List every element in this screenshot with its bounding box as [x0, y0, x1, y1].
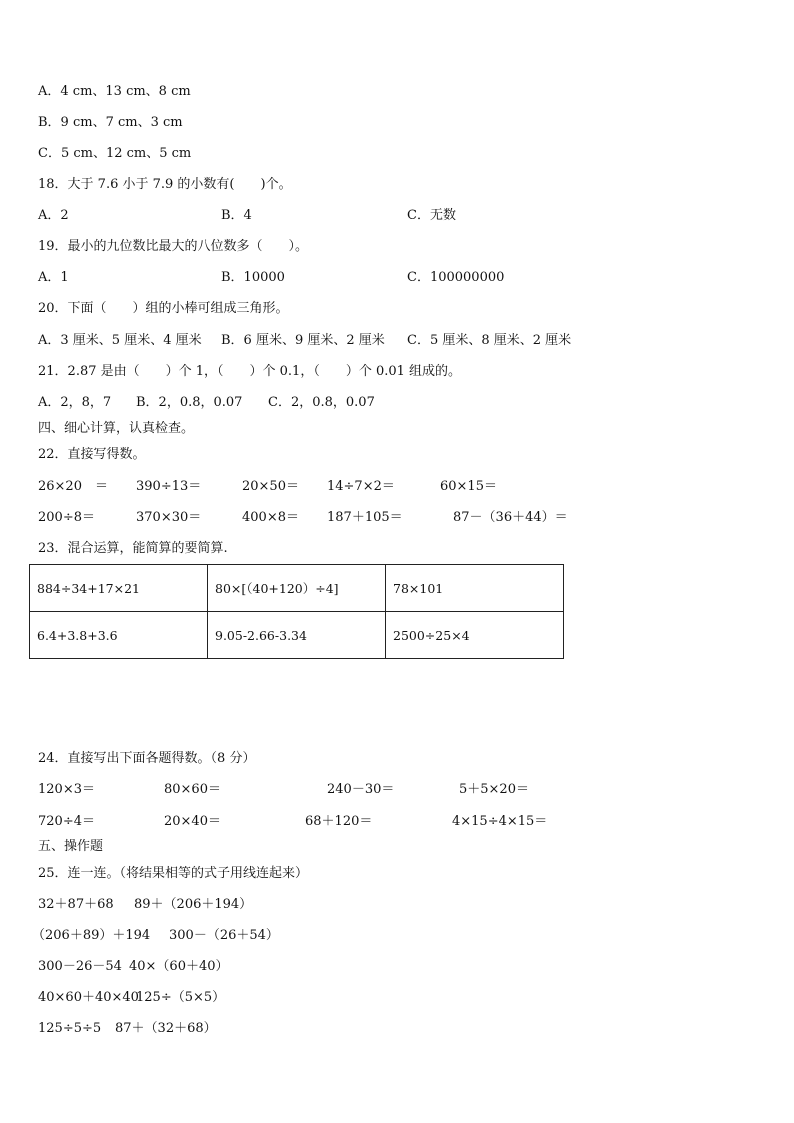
q25-right-expression: 89＋（206＋194） — [134, 897, 253, 912]
q22-item: 187＋105＝ — [327, 510, 403, 525]
q24-item: 240－30＝ — [327, 782, 395, 797]
q21-stem: 21．2.87 是由（ ）个 1，（ ）个 0.1，（ ）个 0.01 组成的。 — [38, 364, 462, 379]
q24-item: 80×60＝ — [164, 782, 221, 797]
q20-option-c: C．5 厘米、8 厘米、2 厘米 — [407, 333, 572, 348]
table-cell: 884÷34+17×21 — [30, 565, 208, 612]
q18-option-c: C．无数 — [407, 208, 456, 223]
q25-left-expression: 300－26－54 — [38, 959, 122, 974]
q24-stem: 24．直接写出下面各题得数。（8 分） — [38, 751, 256, 766]
table-cell: 6.4+3.8+3.6 — [30, 612, 208, 659]
q24-item: 120×3＝ — [38, 782, 95, 797]
q19-stem: 19．最小的九位数比最大的八位数多（ ）。 — [38, 239, 309, 254]
q25-left-expression: 40×60＋40×40 — [38, 990, 139, 1005]
q24-item: 4×15÷4×15＝ — [452, 814, 548, 829]
table-row — [30, 565, 564, 612]
table-cell: 9.05-2.66-3.34 — [208, 612, 386, 659]
q19-option-c: C．100000000 — [407, 270, 505, 285]
q22-item: 200÷8＝ — [38, 510, 95, 525]
q19-option-b: B．10000 — [221, 270, 285, 285]
section-5-heading: 五、操作题 — [38, 839, 104, 854]
table-cell: 80×[（40+120）÷4] — [208, 565, 386, 612]
section-4-heading: 四、细心计算，认真检查。 — [38, 421, 195, 436]
q21-option-a: A．2，8，7 — [38, 395, 112, 410]
q20-option-a: A．3 厘米、5 厘米、4 厘米 — [38, 333, 202, 348]
q19-option-a: A．1 — [38, 270, 69, 285]
q17-option-b: B．9 cm、7 cm、3 cm — [38, 115, 183, 130]
q18-option-b: B．4 — [221, 208, 252, 223]
q23-stem: 23．混合运算，能简算的要简算. — [38, 541, 228, 556]
q24-item: 20×40＝ — [164, 814, 221, 829]
q24-item: 5＋5×20＝ — [459, 782, 529, 797]
q21-option-b: B．2，0.8，0.07 — [136, 395, 243, 410]
q24-item: 68＋120＝ — [305, 814, 373, 829]
q25-left-expression: （206＋89）＋194 — [32, 928, 151, 943]
q22-stem: 22．直接写得数。 — [38, 447, 146, 462]
q22-item: 370×30＝ — [136, 510, 202, 525]
q21-option-c: C．2，0.8，0.07 — [268, 395, 375, 410]
q22-item: 20×50＝ — [242, 479, 299, 494]
q25-right-expression: 125÷（5×5） — [136, 990, 226, 1005]
q23-calc-table — [29, 564, 564, 659]
q22-item: 400×8＝ — [242, 510, 299, 525]
q25-right-expression: 87＋（32＋68） — [115, 1021, 217, 1036]
q25-stem: 25．连一连。（将结果相等的式子用线连起来） — [38, 866, 309, 881]
q25-right-expression: 300－（26＋54） — [169, 928, 279, 943]
q25-left-expression: 32＋87＋68 — [38, 897, 114, 912]
q18-option-a: A．2 — [38, 208, 69, 223]
q22-item: 60×15＝ — [440, 479, 497, 494]
q22-item: 390÷13＝ — [136, 479, 202, 494]
table-cell: 78×101 — [386, 565, 564, 612]
q17-option-c: C．5 cm、12 cm、5 cm — [38, 146, 192, 161]
q25-left-expression: 125÷5÷5 — [38, 1021, 102, 1036]
q18-stem: 18．大于 7.6 小于 7.9 的小数有( )个。 — [38, 177, 292, 192]
q22-item: 87－（36＋44）＝ — [453, 510, 568, 525]
q20-option-b: B．6 厘米、9 厘米、2 厘米 — [221, 333, 385, 348]
table-cell: 2500÷25×4 — [386, 612, 564, 659]
q25-right-expression: 40×（60＋40） — [129, 959, 229, 974]
q22-item: 26×20 ＝ — [38, 479, 108, 494]
q17-option-a: A．4 cm、13 cm、8 cm — [38, 84, 191, 99]
q20-stem: 20．下面（ ）组的小棒可组成三角形。 — [38, 301, 289, 316]
table-row — [30, 612, 564, 659]
q24-item: 720÷4＝ — [38, 814, 95, 829]
q22-item: 14÷7×2＝ — [327, 479, 395, 494]
